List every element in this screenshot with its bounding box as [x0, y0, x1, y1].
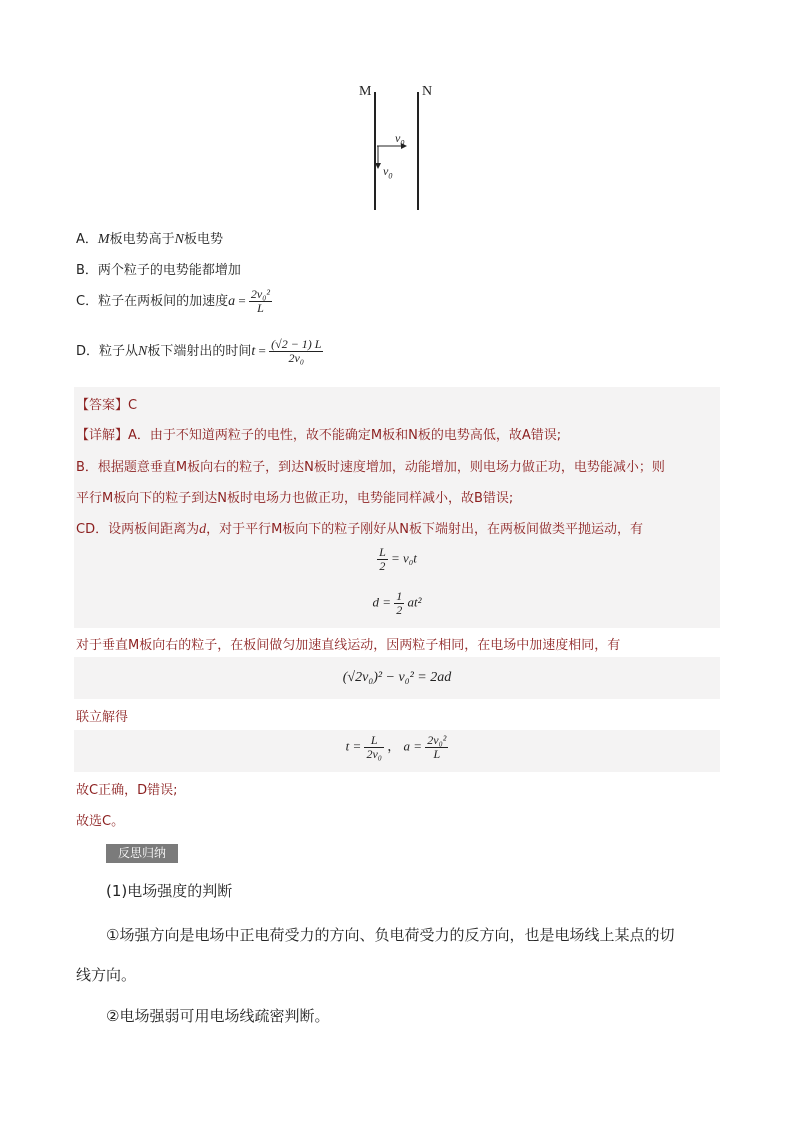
plates-diagram — [355, 80, 445, 215]
perp-line: 对于垂直M板向右的粒子，在板间做匀加速直线运动，因两粒子相同，在电场中加速度相同，有 — [76, 638, 621, 653]
label-n: N — [422, 84, 433, 99]
equation-2: d = $\frac{1}{2}$ at² — [372, 589, 422, 617]
detail-b-line1: B．根据题意垂直M板向右的粒子，到达N板时速度增加，动能增加，则电场力做正功，电势能减小；则 — [76, 460, 665, 475]
label-m: M — [359, 84, 372, 99]
option-d: D．粒子从N板下端射出的时间t = $\frac{(√2 - 1) L}{\text{2v₀}}$ — [76, 337, 322, 365]
choose-line: 故选C。 — [76, 814, 125, 829]
reflection-badge: 反思归纳 — [106, 844, 178, 863]
answer-line: 【答案】C — [76, 398, 138, 413]
reflection-p1-line2: 线方向。 — [76, 966, 137, 984]
label-v-down: $v_0$ — [383, 164, 393, 181]
detail-b-line2: 平行M板向下的粒子到达N板时电场力也做正功，电势能同样减小，故B错误; — [76, 491, 514, 506]
detail-a-line: 【详解】A．由于不知道两粒子的电性，故不能确定M板和N板的电势高低，故A错误; — [76, 428, 562, 443]
equation-4: t = $\frac{L}{\text{2v₀}}$ ， a = $\frac{\text{2v₀²}}{L}$ — [345, 733, 447, 761]
equation-3: (√2v₀)² − v₀² = 2ad — [342, 670, 452, 685]
conclusion-line: 故C正确，D错误; — [76, 783, 178, 798]
reflection-heading: (1)电场强度的判断 — [106, 882, 233, 900]
option-b: B．两个粒子的电势能都增加 — [76, 263, 241, 278]
option-a: A．M板电势高于N板电势 — [76, 232, 223, 247]
label-v-right: $v_0$ — [395, 131, 405, 148]
reflection-p1-line1: ①场强方向是电场中正电荷受力的方向、负电荷受力的反方向，也是电场线上某点的切 — [106, 926, 675, 944]
reflection-p2: ②电场强弱可用电场线疏密判断。 — [106, 1007, 330, 1025]
detail-cd-line: CD．设两板间距离为d，对于平行M板向下的粒子刚好从N板下端射出，在两板间做类平抛运动，有 — [76, 522, 644, 537]
option-c: C．粒子在两板间的加速度a = $\frac{\text{2v₀²}}{L}$ — [76, 287, 271, 315]
plates-figure — [355, 80, 445, 215]
solve-line: 联立解得 — [76, 710, 129, 725]
equation-1: $\frac{L}{2}$ = v₀t — [379, 545, 417, 573]
